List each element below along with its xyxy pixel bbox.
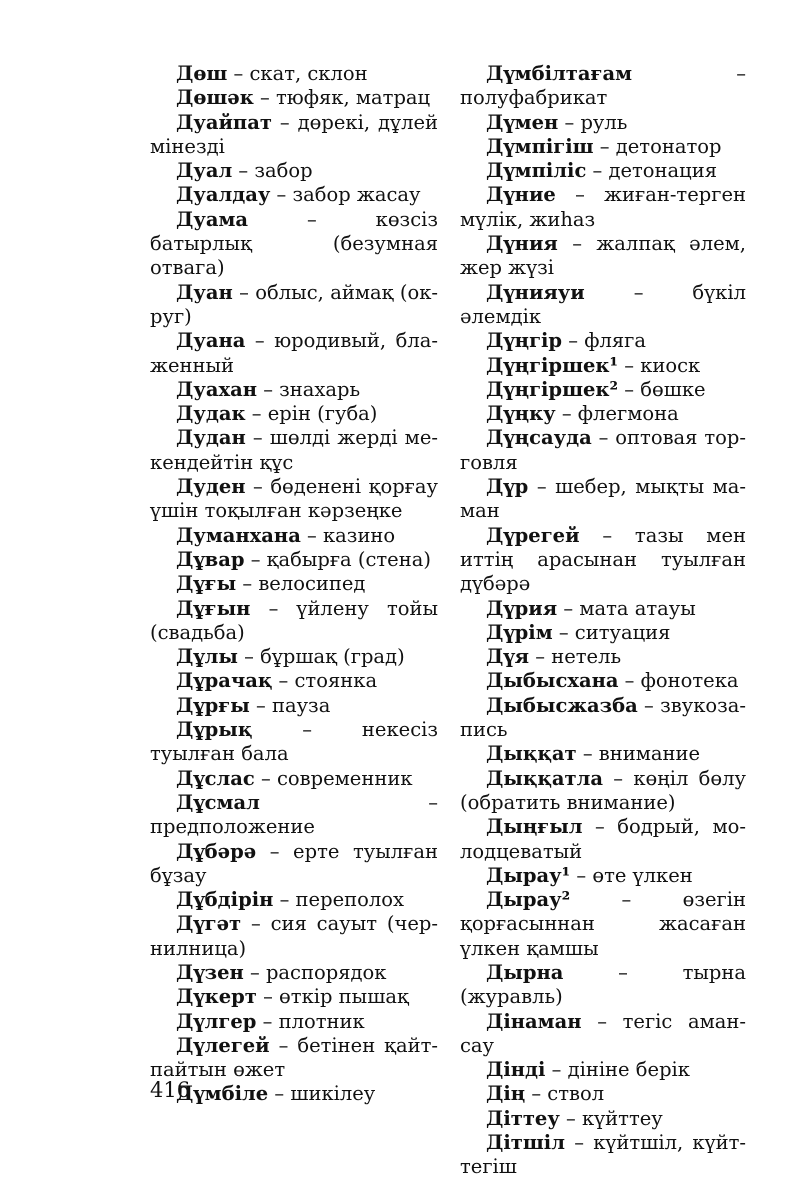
dictionary-entry	[150, 645, 438, 669]
headword: Дітшіл	[486, 1131, 565, 1155]
definition: – тегіс аман-сау	[460, 1009, 746, 1057]
definition: – ерін (губа)	[245, 402, 378, 426]
definition: – жалпақ әлем, жер жүзі	[460, 232, 746, 280]
dictionary-entry	[460, 864, 746, 888]
dictionary-entry	[150, 426, 438, 475]
headword: Дұрық	[176, 718, 253, 742]
dictionary-entry	[460, 183, 746, 232]
definition: – дініне берік	[545, 1058, 690, 1082]
dictionary-entry	[150, 840, 438, 889]
definition: – фляга	[562, 329, 647, 353]
headword: Дінаман	[486, 1009, 582, 1033]
headword: Дүзен	[176, 960, 244, 984]
dictionary-entry	[460, 694, 746, 743]
headword: Дүр	[486, 475, 529, 499]
dictionary-entry	[460, 1058, 746, 1082]
headword: Дүмен	[486, 110, 559, 134]
definition: – стоянка	[272, 669, 378, 693]
headword: Дұғын	[176, 596, 251, 620]
dictionary-entry	[460, 961, 746, 1010]
headword: Думанхана	[176, 523, 301, 547]
dictionary-entry	[150, 961, 438, 985]
definition: – бодрый, молодцеватый	[460, 815, 746, 863]
headword: Дүрім	[486, 620, 553, 644]
dictionary-entry	[150, 669, 438, 693]
dictionary-entry	[150, 548, 438, 572]
headword: Дыққат	[486, 742, 577, 766]
headword: Дүлегей	[176, 1033, 270, 1057]
headword: Дуден	[176, 475, 246, 499]
dictionary-entry	[460, 159, 746, 183]
headword: Дуалдау	[176, 183, 271, 207]
definition: – өзегін қорғасыннан жасаған үлкен қамшы	[460, 888, 746, 960]
dictionary-entry	[150, 208, 438, 281]
headword: Дуан	[176, 280, 233, 304]
definition: – шебер, мықты маман	[460, 475, 746, 523]
definition: – дөрекі, дұлей мінезді	[150, 110, 438, 158]
definition: – ситуация	[552, 620, 671, 644]
dictionary-entry	[460, 597, 746, 621]
definition: – внимание	[576, 742, 701, 766]
dictionary-entry	[150, 1010, 438, 1034]
definition: – бұршақ (град)	[237, 645, 405, 669]
headword: Дуана	[176, 329, 246, 353]
headword: Дыңғыл	[486, 815, 583, 839]
headword: Дуал	[176, 159, 233, 183]
headword: Дүмбілтағам	[486, 62, 633, 85]
headword: Дыбысхана	[486, 669, 619, 693]
dictionary-entry	[460, 767, 746, 816]
dictionary-entry	[150, 718, 438, 767]
definition: – современник	[254, 766, 413, 790]
dictionary-entry	[460, 645, 746, 669]
dictionary-entry	[150, 572, 438, 596]
headword: Дұвар	[176, 547, 245, 571]
dictionary-entry	[460, 354, 746, 378]
dictionary-entry	[460, 1082, 746, 1106]
headword: Дуахан	[176, 377, 257, 401]
dictionary-entry	[460, 62, 746, 111]
dictionary-entry	[460, 281, 746, 330]
headword: Дің	[486, 1082, 526, 1106]
definition: – велосипед	[236, 572, 366, 596]
headword: Дүние	[486, 183, 556, 207]
definition: – күйттеу	[559, 1106, 663, 1130]
headword: Дырау¹	[486, 863, 571, 887]
dictionary-entry	[150, 378, 438, 402]
dictionary-entry	[150, 912, 438, 961]
headword: Дұрачақ	[176, 669, 273, 693]
definition: – бөшке	[618, 377, 706, 401]
definition: – қабырға (стена)	[244, 547, 431, 571]
dictionary-entry	[150, 985, 438, 1009]
headword: Дүя	[486, 645, 530, 669]
dictionary-entry	[460, 135, 746, 159]
headword: Дүрия	[486, 596, 558, 620]
headword: Дүңгіршек²	[486, 377, 619, 401]
headword: Діттеу	[486, 1106, 560, 1130]
headword: Дүңсауда	[486, 426, 592, 450]
headword: Дұбәрә	[176, 839, 257, 863]
definition: – мата атауы	[557, 596, 696, 620]
headword: Дүния	[486, 232, 558, 256]
dictionary-entry	[150, 524, 438, 548]
dictionary-entry	[460, 426, 746, 475]
dictionary-entry	[460, 888, 746, 961]
headword: Дуама	[176, 207, 249, 231]
definition: – жиған-терген мүлік, жиһаз	[460, 183, 746, 231]
definition: – тазы мен иттің арасынан туылған дүбәрә	[460, 523, 746, 596]
definition: – сия сауыт (чернилница)	[150, 912, 438, 960]
definition: – распорядок	[243, 960, 387, 984]
definition: – руль	[558, 110, 628, 134]
definition: – бүкіл әлемдік	[460, 280, 746, 328]
dictionary-entry	[460, 475, 746, 524]
definition: – өткір пышақ	[256, 985, 409, 1009]
headword: Дырна	[486, 960, 564, 984]
headword: Дүкерт	[176, 985, 257, 1009]
definition: – өте үлкен	[570, 863, 693, 887]
definition: – казино	[300, 523, 396, 547]
headword: Дұрғы	[176, 693, 250, 717]
dictionary-entry	[460, 815, 746, 864]
headword: Дырау²	[486, 888, 571, 912]
dictionary-entry	[150, 597, 438, 646]
definition: – детонация	[586, 159, 718, 183]
headword: Дөшәк	[176, 86, 254, 110]
headword: Дүгәт	[176, 912, 242, 936]
headword: Дудак	[176, 402, 246, 426]
definition: – шикілеу	[268, 1082, 376, 1106]
definition: – бетінен қайтпайтын өжет	[150, 1033, 438, 1082]
definition: – ерте туылған бұзау	[150, 839, 438, 887]
definition: – полуфабрикат	[460, 62, 746, 110]
dictionary-entry	[150, 402, 438, 426]
definition: – ствол	[525, 1082, 605, 1106]
page-number: 416	[150, 1078, 191, 1102]
definition: – знахарь	[257, 377, 361, 401]
right-column	[460, 62, 746, 1180]
dictionary-entry	[460, 329, 746, 353]
dictionary-entry	[150, 475, 438, 524]
headword: Дінді	[486, 1058, 546, 1082]
headword: Дүрегей	[486, 523, 580, 547]
dictionary-entry	[150, 767, 438, 791]
definition: – флегмона	[555, 402, 679, 426]
headword: Дүлгер	[176, 1009, 257, 1033]
definition: – забор жасау	[270, 183, 421, 207]
definition: – юродивый, блаженный	[150, 329, 438, 377]
headword: Дөш	[176, 62, 228, 85]
headword: Дүңгір	[486, 329, 563, 353]
dictionary-entry	[150, 183, 438, 207]
dictionary-entry	[460, 669, 746, 693]
definition: – тюфяк, матрац	[253, 86, 431, 110]
headword: Дүнияуи	[486, 280, 585, 304]
definition: – тырна (журавль)	[460, 960, 746, 1009]
definition: – облыс, аймақ (округ)	[150, 280, 438, 328]
definition: – детонатор	[593, 134, 722, 158]
dictionary-entry	[460, 1010, 746, 1059]
definition: – нетель	[529, 645, 622, 669]
headword: Дүмбіле	[176, 1082, 269, 1106]
headword: Дыбысжазба	[486, 693, 638, 717]
dictionary-entry	[150, 111, 438, 160]
dictionary-entry	[150, 888, 438, 912]
definition: – предположение	[150, 790, 438, 839]
dictionary-entry	[150, 1082, 438, 1106]
headword: Дұбдірін	[176, 888, 274, 912]
definition: – шөлді жерді мекендейтін құс	[150, 426, 438, 474]
definition: – көзсіз батырлық (безумная отвага)	[150, 207, 438, 280]
dictionary-entry	[460, 402, 746, 426]
dictionary-entry	[460, 524, 746, 597]
dictionary-entry	[460, 1131, 746, 1180]
dictionary-entry	[460, 742, 746, 766]
dictionary-entry	[150, 86, 438, 110]
headword: Дұсмал	[176, 790, 260, 814]
dictionary-entry	[150, 1034, 438, 1083]
headword: Дұғы	[176, 572, 237, 596]
definition: – плотник	[256, 1009, 365, 1033]
definition: – көңіл бөлу (обратить внимание)	[460, 766, 746, 814]
dictionary-entry	[150, 791, 438, 840]
definition: – скат, склон	[227, 62, 368, 85]
dictionary-entry	[460, 621, 746, 645]
definition: – бөдененi қорғау үшін тоқылған кәрзеңке	[150, 475, 438, 523]
headword: Дыққатла	[486, 766, 604, 790]
definition: – күйтшіл, күйттегіш	[460, 1131, 746, 1179]
left-column	[150, 62, 438, 1107]
headword: Дүмпіліс	[486, 159, 587, 183]
definition: – переполох	[273, 888, 404, 912]
headword: Дұслас	[176, 766, 255, 790]
definition: – оптовая торговля	[460, 426, 746, 474]
definition: – некесіз туылған бала	[150, 718, 438, 766]
headword: Дүңку	[486, 402, 556, 426]
headword: Дуайпат	[176, 110, 272, 134]
headword: Дүмпігіш	[486, 134, 594, 158]
dictionary-entry	[460, 232, 746, 281]
dictionary-entry	[460, 1107, 746, 1131]
definition: – пауза	[249, 693, 331, 717]
definition: – үйлену тойы (свадьба)	[150, 596, 438, 644]
dictionary-entry	[150, 159, 438, 183]
definition: – забор	[232, 159, 313, 183]
dictionary-entry	[150, 62, 438, 86]
dictionary-entry	[150, 329, 438, 378]
definition: – киоск	[618, 353, 701, 377]
dictionary-entry	[150, 281, 438, 330]
headword: Дудан	[176, 426, 246, 450]
headword: Дұлы	[176, 645, 238, 669]
dictionary-entry	[460, 111, 746, 135]
definition: – фонотека	[618, 669, 739, 693]
dictionary-entry	[150, 694, 438, 718]
dictionary-entry	[460, 378, 746, 402]
headword: Дүңгіршек¹	[486, 353, 619, 377]
definition: – звукозапись	[460, 693, 746, 742]
